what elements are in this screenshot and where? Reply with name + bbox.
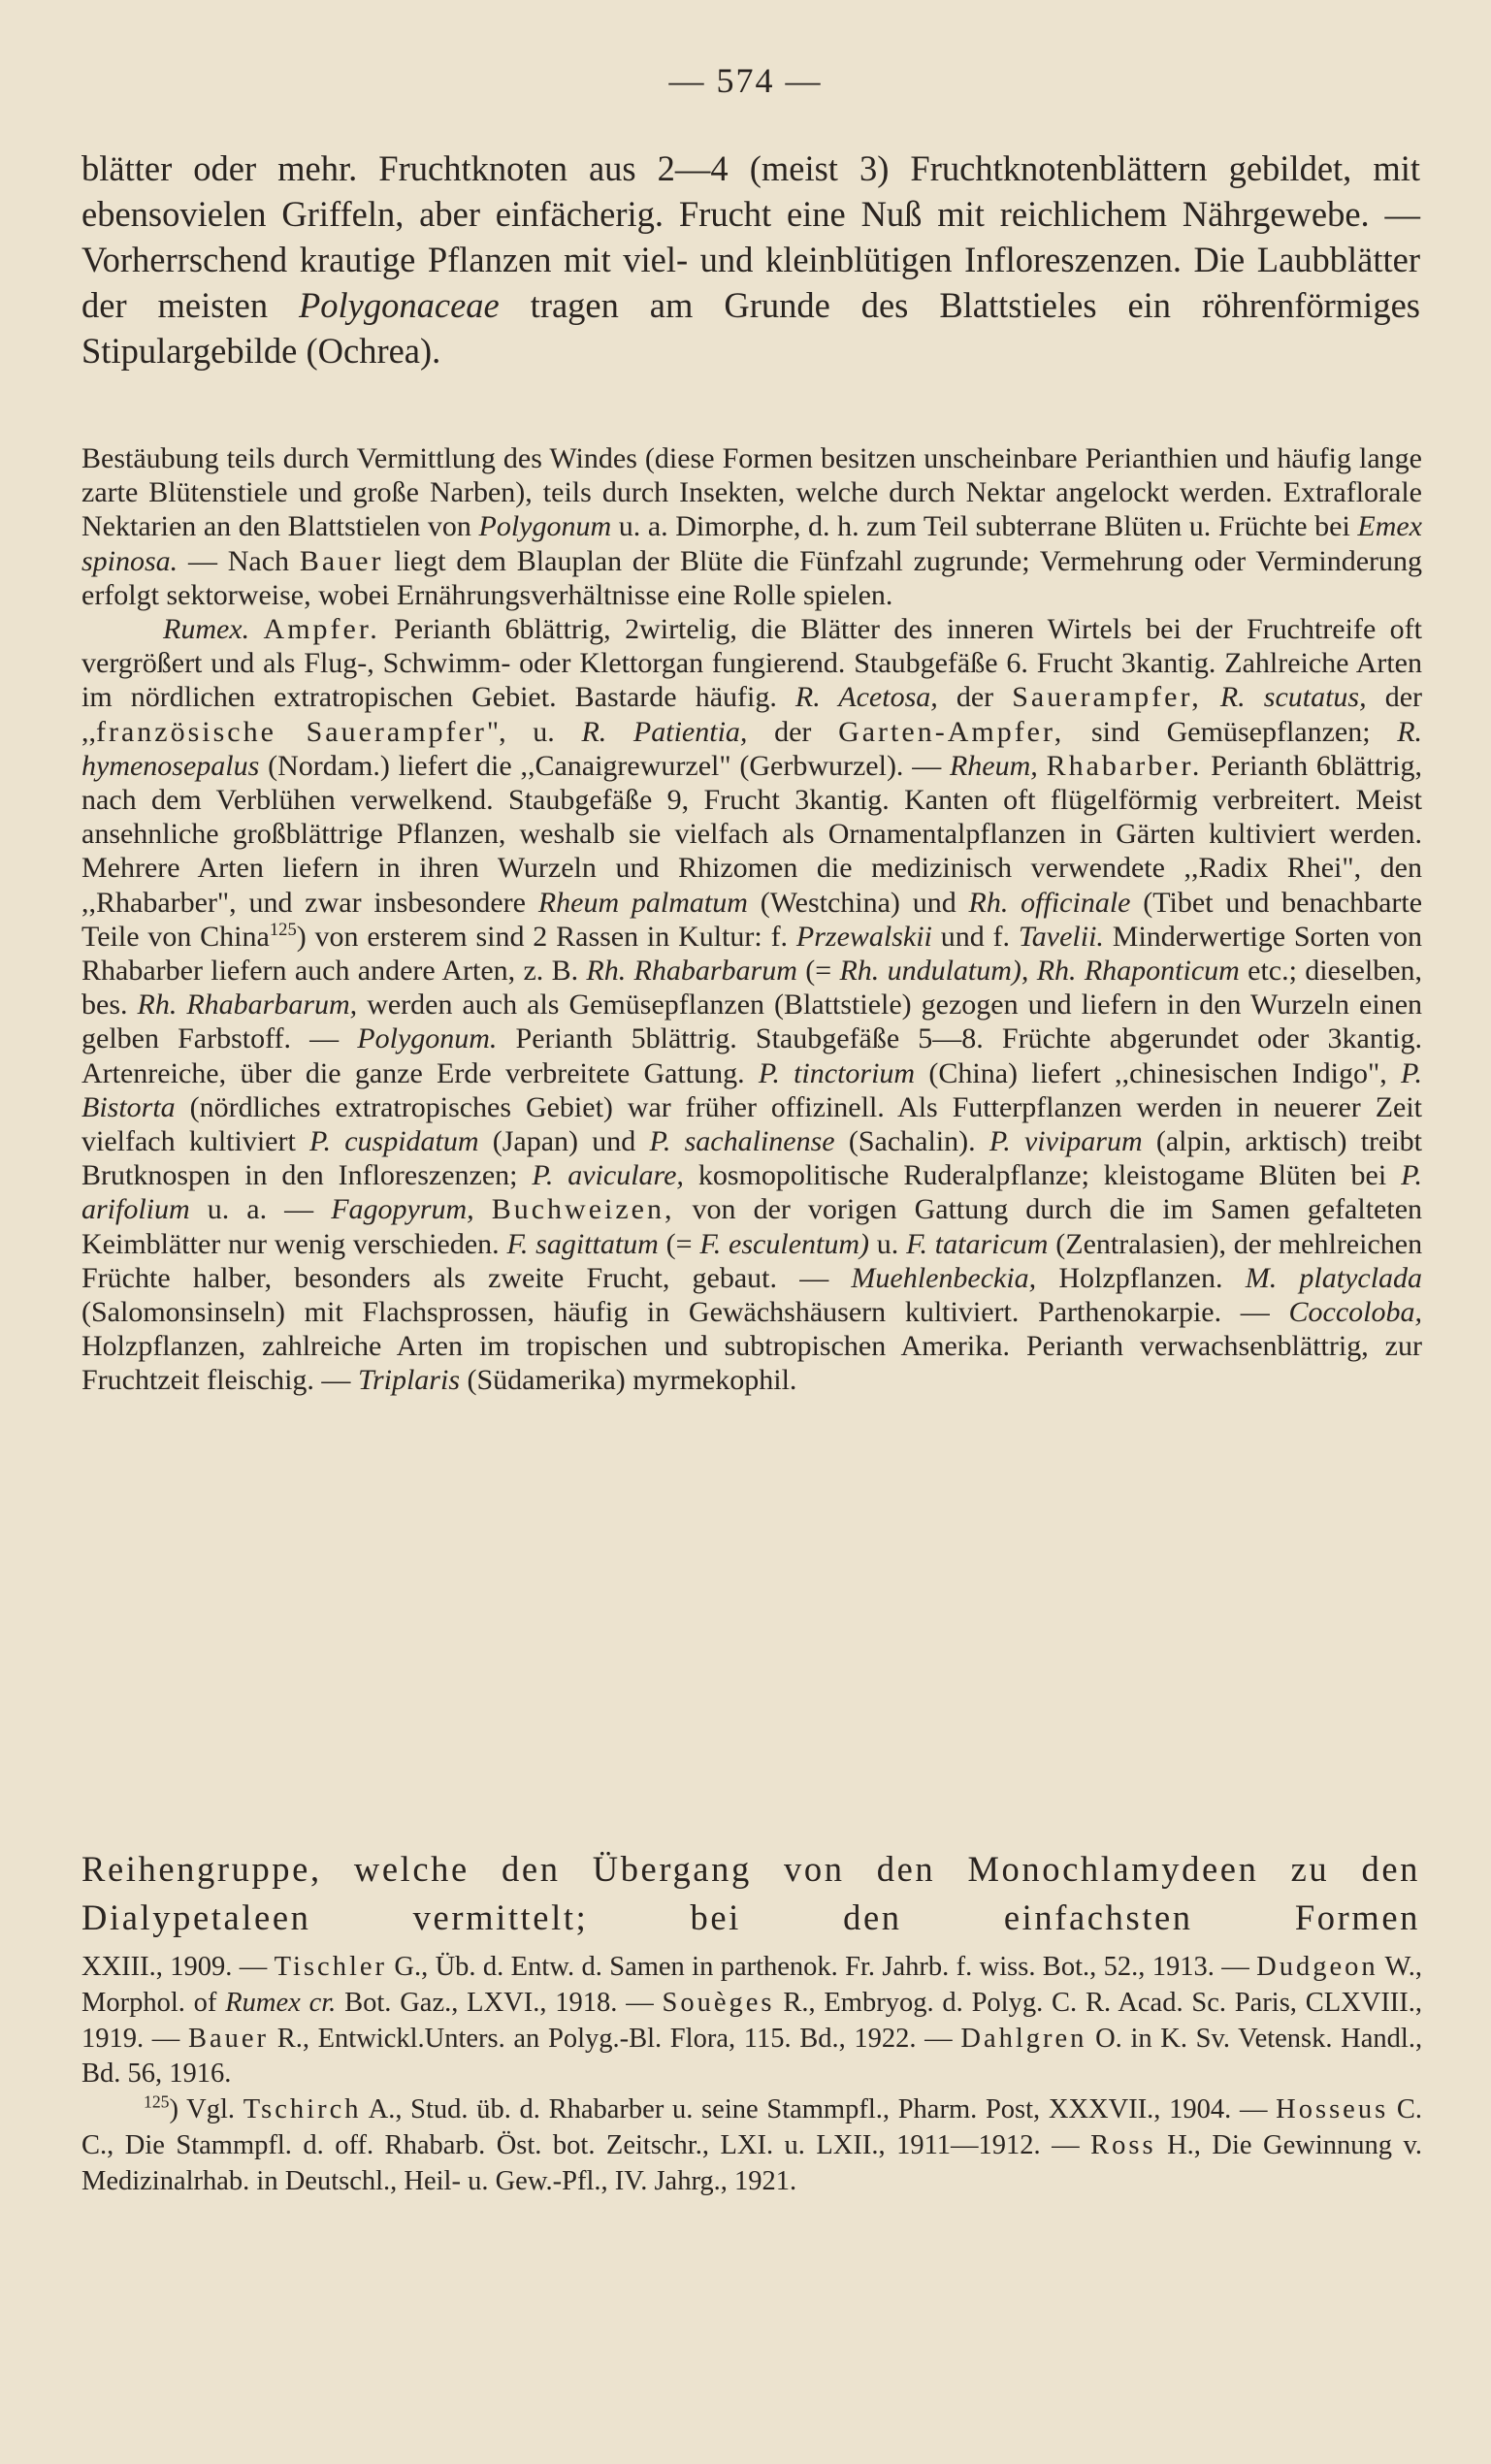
- author-name: Ross: [1090, 2129, 1156, 2160]
- text-run: O. in K. Sv. Vetensk. Handl., Bd. 56, 1916.: [81, 2023, 1423, 2090]
- text-run: u. a. —: [207, 1193, 314, 1226]
- text-run: H., Die Gewinnung v. Medizinalrhab. in Deutschl., Heil- u. Gew.-Pfl., IV. Jahrg., 1921.: [81, 2129, 1422, 2196]
- text-run: Bestäubung teils durch Vermittlung des Windes (diese Formen besitzen unscheinbare Perianthien und häufig lange zarte Blütenstiele und große Narben), teils durch Insekten, welche durch Nektar angelockt werden. Extraflorale Nektarien an den Blattstielen von: [81, 442, 1422, 543]
- text-run: ) Vgl.: [169, 2094, 236, 2125]
- text-run: (Westchina) und: [760, 886, 956, 919]
- taxon-name: Rh. Rhabarbarum: [586, 955, 797, 988]
- common-name: französische Sauerampfer: [96, 715, 487, 748]
- text-run: u. a. Dimorphe, d. h. zum Teil subterrane Blüten u. Früchte bei: [618, 510, 1350, 543]
- text-run: Perianth 6blättrig, 2wirtelig, die Blätter des inneren Wirtels bei der Fruchtreife oft vergrößert und als Flug-, Schwimm- oder Klettorgan fungierend. Staubgefäße 6. Frucht 3kantig. Zahlreiche Arten im nördlichen extratropischen Gebiet. Bastarde häufig.: [81, 613, 1422, 714]
- taxon-name: Rh. officinale: [968, 886, 1131, 919]
- intro-paragraph: [81, 146, 1420, 373]
- text-run: (Zentralasien), der mehlreichen Früchte halber, besonders als zweite Frucht, gebaut. —: [81, 1227, 1423, 1294]
- text-run: sind Gemüsepflanzen;: [1090, 715, 1371, 748]
- text-run: Perianth 5blättrig. Staubgefäße 5—8. Früchte abgerundet oder 3kantig. Artenreiche, über die ganze Erde verbreitete Gattung.: [81, 1022, 1422, 1089]
- text-run: Minderwertige Sorten von Rhabarber liefern auch andere Arten, z. B.: [81, 920, 1423, 988]
- author-name: Tischler: [274, 1952, 388, 1982]
- text-run: Holzpflanzen, zahlreiche Arten im tropischen und subtropischen Amerika. Perianth verwachsenblättrig, zur Fruchtzeit fleischig. —: [81, 1330, 1422, 1397]
- text-run: der: [956, 681, 994, 714]
- common-name: Garten-Ampfer,: [838, 715, 1065, 748]
- text-run: (Südamerika) myrmekophil.: [467, 1364, 797, 1397]
- taxon-name: Rh. undulatum),: [839, 955, 1029, 988]
- text-run: (China) liefert ,,chinesischen Indigo",: [928, 1056, 1387, 1089]
- taxon-name: Coccoloba,: [1288, 1296, 1422, 1329]
- text-run: liegt dem Blauplan der Blüte die Fünfzahl zugrunde; Vermehrung oder Verminderung erfolgt sektorweise, wobei Ernährungsverhältnisse eine Rolle spielen.: [81, 544, 1422, 611]
- text-run: Bot. Gaz., LXVI., 1918. —: [344, 1987, 654, 2018]
- text-run: der: [774, 715, 812, 748]
- text-run: kosmopolitische Ruderalpflanze; kleistogame Blüten bei: [697, 1159, 1387, 1192]
- taxon-name: Rh. Rhaponticum: [1036, 955, 1240, 988]
- taxon-name: Rumex cr.: [225, 1987, 337, 2018]
- taxon-name: Przewalskii: [795, 920, 932, 953]
- text-run: von der vorigen Gattung durch die im Samen gefalteten Keimblätter nur wenig verschieden.: [81, 1193, 1423, 1260]
- footnote-number: 125: [144, 2091, 170, 2112]
- common-name: Rhabarber.: [1046, 749, 1203, 782]
- section-heading: Reihengruppe, welche den Übergang von den Monochlamydeen zu den Dialypetaleen vermittelt; bei den einfachsten Formen: [81, 1849, 1420, 1937]
- text-run: der ,,: [81, 681, 1422, 748]
- text-run: Holzpflanzen.: [1058, 1261, 1223, 1294]
- taxon-name: Rh. Rhabarbarum,: [137, 989, 358, 1021]
- taxon-name: Fagopyrum,: [331, 1193, 474, 1226]
- text-run: — Nach: [187, 544, 290, 577]
- taxon-name: Polygonum: [478, 510, 612, 543]
- text-run: R., Embryog. d. Polyg. C. R. Acad. Sc. Paris, CLXVIII., 1919. —: [81, 1987, 1423, 2054]
- taxon-name: R. Acetosa,: [794, 681, 938, 714]
- taxon-name: R. hymenosepalus: [81, 715, 1423, 782]
- taxon-name: Rheum,: [949, 749, 1038, 782]
- text-run: (Salomonsinseln) mit Flachsprossen, häufig in Gewächshäusern kultiviert. Parthenokarpie. —: [81, 1296, 1270, 1329]
- text-run: werden auch als Gemüsepflanzen (Blattstiele) gezogen und liefern in den Wurzeln einen gelben Farbstoff. —: [81, 989, 1423, 1055]
- text-run: und f.: [940, 920, 1011, 953]
- text-run: ", u.: [486, 715, 555, 748]
- taxon-name: P. viviparum: [989, 1125, 1143, 1158]
- taxon-name: Rumex.: [163, 613, 250, 646]
- taxon-name: Triplaris: [357, 1364, 460, 1397]
- author-name: Bauer: [299, 544, 384, 577]
- text-run: etc.; dieselben, bes.: [81, 955, 1423, 1021]
- text-run: XXIII., 1909. —: [81, 1952, 268, 1982]
- taxon-name: P. sachalinense: [649, 1125, 835, 1158]
- text-run: G., Üb. d. Entw. d. Samen in parthenok. Fr. Jahrb. f. wiss. Bot., 52., 1913. —: [394, 1952, 1249, 1982]
- taxon-name: Muehlenbeckia,: [851, 1261, 1037, 1294]
- text-run: C. C., Die Stammpfl. d. off. Rhabarb. Öst. bot. Zeitschr., LXI. u. LXII., 1911—1912. —: [81, 2094, 1423, 2160]
- taxon-name: R. scutatus,: [1219, 681, 1367, 714]
- taxon-name: F. esculentum): [699, 1227, 870, 1260]
- pollination-paragraph: [81, 441, 1422, 612]
- author-name: Tschirch: [243, 2094, 362, 2125]
- taxon-name: Polygonum.: [357, 1022, 498, 1055]
- author-name: Dudgeon: [1256, 1952, 1378, 1982]
- common-name: Sauerampfer,: [1012, 681, 1202, 714]
- text-run: ) von ersterem sind 2 Rassen in Kultur: f.: [296, 920, 789, 953]
- text-run: (alpin, arktisch) treibt Brutknospen in den Infloreszenzen;: [81, 1125, 1423, 1192]
- taxon-name: P. aviculare,: [532, 1159, 684, 1192]
- taxon-name: P. arifolium: [81, 1159, 1423, 1226]
- taxon-name: Tavelii.: [1018, 920, 1104, 953]
- author-name: Dahlgren: [960, 2023, 1087, 2054]
- taxon-name: F. sagittatum: [506, 1227, 659, 1260]
- author-name: Bauer: [187, 2023, 270, 2054]
- text-run: (=: [665, 1227, 693, 1260]
- page-number: — 574 —: [668, 61, 823, 100]
- text-run: Perianth 6blättrig, nach dem Verblühen verwelkend. Staubgefäße 9, Frucht 3kantig. Kanten oft flügelförmig verbreitert. Meist ansehnliche großblättrige Pflanzen, weshalb sie vielfach als Ornamentalpflanzen in Gärten kultiviert werden. Mehrere Arten liefern in ihren Wurzeln und Rhizomen die medizinisch verwendete ,,Radix Rhei", den ,,Rhabarber", und zwar insbesondere: [81, 749, 1423, 919]
- text-run: (=: [805, 955, 832, 988]
- taxon-name: M. platyclada: [1245, 1261, 1423, 1294]
- taxon-name: F. tataricum: [906, 1227, 1049, 1260]
- text-run: u.: [876, 1227, 899, 1260]
- taxon-name: P. cuspidatum: [309, 1125, 479, 1158]
- text-run: W., Morphol. of: [81, 1952, 1422, 2018]
- taxon-name: Polygonaceae: [299, 285, 500, 325]
- taxon-name: R. Patientia,: [581, 715, 748, 748]
- intro-text: blätter oder mehr. Fruchtknoten aus 2—4 (meist 3) Fruchtknotenblättern gebildet, mit ebensovielen Griffeln, aber einfächerig. Frucht eine Nuß mit reichlichem Nährgewebe. — Vorherrschend krautige Pflanzen mit viel- und kleinblütigen Infloreszenzen. Die Laubblätter der meisten Polygonaceae tragen am Grunde des Blattstieles ein röhrenförmiges Stipulargebilde (Ochrea).: [81, 148, 1420, 371]
- author-name: Hosseus: [1276, 2094, 1389, 2125]
- text-run: R., Entwickl.Unters. an Polyg.-Bl. Flora, 115. Bd., 1922. —: [276, 2023, 953, 2054]
- taxon-name: P. tinctorium: [758, 1056, 916, 1089]
- author-name: Souèges: [662, 1987, 775, 2018]
- footnote-continued: [81, 1950, 1422, 2092]
- common-name: Buchweizen,: [491, 1193, 675, 1226]
- text-run: (Nordam.) liefert die ,,Canaigrewurzel" (Gerbwurzel). —: [268, 749, 942, 782]
- text-run: (nördliches extratropisches Gebiet) war früher offizinell. Als Futterpflanzen werden in neuerer Zeit vielfach kultiviert: [81, 1090, 1423, 1158]
- text-run: (Tibet und benachbarte Teile von China: [81, 886, 1423, 953]
- taxon-name: Rheum palmatum: [537, 886, 748, 919]
- footnotes: [81, 1950, 1422, 2200]
- footnote-125: [81, 2092, 1422, 2199]
- text-run: (Japan) und: [492, 1125, 636, 1158]
- taxon-name: Emex spinosa.: [81, 510, 1422, 577]
- footnote-reference: 125: [269, 919, 297, 940]
- genera-paragraph: [81, 612, 1422, 1398]
- common-name: Ampfer.: [263, 613, 380, 646]
- text-run: A., Stud. üb. d. Rhabarber u. seine Stammpfl., Pharm. Post, XXXVII., 1904. —: [368, 2094, 1268, 2125]
- taxon-name: P. Bistorta: [81, 1056, 1422, 1123]
- body-text: [81, 441, 1422, 1398]
- text-run: (Sachalin).: [848, 1125, 976, 1158]
